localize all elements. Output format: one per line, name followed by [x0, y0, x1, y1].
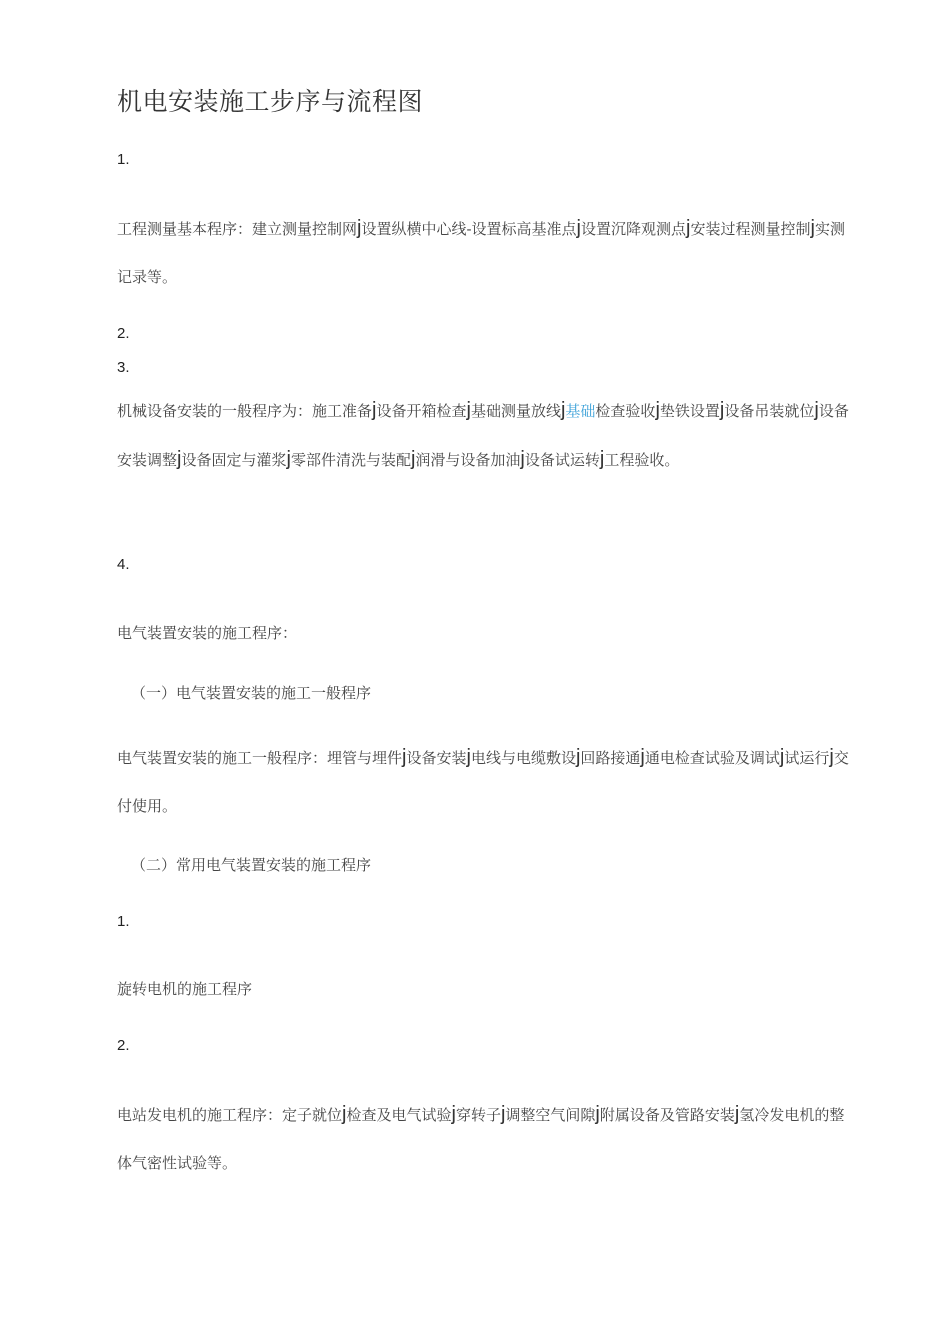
text-segment: 电站发电机的施工程序：定子就位 — [117, 1106, 343, 1124]
electrical-intro: 电气装置安装的施工程序： — [117, 624, 298, 642]
arrow-glyph: j — [814, 399, 819, 421]
subsection-number-2: 2. — [117, 1037, 130, 1054]
arrow-glyph: j — [595, 1103, 600, 1125]
arrow-glyph: j — [719, 399, 725, 421]
arrow-glyph: j — [686, 217, 691, 239]
arrow-glyph: j — [779, 746, 785, 768]
text-segment: 实测记录等。 — [117, 220, 845, 286]
text-segment: 设备开箱检查 — [376, 402, 467, 420]
arrow-glyph: j — [177, 448, 182, 470]
text-segment: 交付使用。 — [117, 749, 849, 815]
text-segment: 设备试运转 — [524, 451, 600, 469]
arrow-glyph: j — [560, 399, 566, 421]
text-segment: 检查及电气试验 — [346, 1106, 452, 1124]
arrow-glyph: j — [640, 746, 645, 768]
text-segment: 回路接通 — [580, 749, 641, 767]
text-segment: 附属设备及管路安装 — [599, 1106, 735, 1124]
section-number-4: 4. — [117, 556, 130, 573]
section-number-2: 2. — [117, 325, 130, 342]
survey-procedure-paragraph — [117, 204, 855, 301]
text-segment: 设备吊装就位 — [724, 402, 815, 420]
arrow-glyph: j — [286, 448, 291, 470]
arrow-glyph: j — [342, 1103, 347, 1125]
text-segment: 设备固定与灌浆 — [181, 451, 287, 469]
mechanical-procedure-paragraph — [117, 386, 855, 484]
section-number-1: 1. — [117, 151, 130, 168]
text-segment: 电气装置安装的施工一般程序：埋管与埋件 — [117, 749, 403, 767]
arrow-glyph: j — [810, 217, 815, 239]
arrow-glyph: j — [500, 1103, 506, 1125]
arrow-glyph: j — [451, 1103, 456, 1125]
text-segment: 氢冷发电机的整体气密性试验等。 — [117, 1106, 845, 1172]
text-segment: 工程测量基本程序：建立测量控制网 — [117, 220, 358, 238]
text-segment: 安装过程测量控制 — [690, 220, 811, 238]
text-segment: 设备安装 — [406, 749, 467, 767]
arrow-glyph: j — [520, 448, 525, 470]
subheading-general-procedure: （一）电气装置安装的施工一般程序 — [131, 684, 372, 702]
text-segment: 垫铁设置 — [659, 402, 720, 420]
text-segment: 润滑与设备加油 — [415, 451, 521, 469]
arrow-glyph: j — [655, 399, 660, 421]
text-segment: 设备安装调整 — [117, 402, 849, 469]
arrow-glyph: j — [829, 746, 834, 768]
text-segment: 检查验收 — [595, 402, 656, 420]
section-number-3: 3. — [117, 359, 130, 376]
text-segment: 设置纵横中心线-设置标高基准点 — [361, 220, 577, 238]
text-segment: 穿转子 — [455, 1106, 501, 1124]
arrow-glyph: j — [575, 746, 581, 768]
arrow-glyph: j — [466, 746, 471, 768]
rotating-motor-heading: 旋转电机的施工程序 — [117, 980, 253, 998]
arrow-glyph: j — [372, 399, 377, 421]
text-segment: 工程验收。 — [604, 451, 680, 469]
text-segment: 基础测量放线 — [470, 402, 561, 420]
subsection-number-1: 1. — [117, 913, 130, 930]
page-title: 机电安装施工步序与流程图 — [117, 87, 424, 116]
arrow-glyph: j — [576, 217, 581, 239]
text-segment: 零部件清洗与装配 — [290, 451, 411, 469]
arrow-glyph: j — [466, 399, 471, 421]
generator-procedure-paragraph — [117, 1090, 855, 1187]
arrow-glyph: j — [357, 217, 362, 239]
text-segment: 设置沉降观测点 — [581, 220, 687, 238]
text-segment: 机械设备安装的一般程序为：施工准备 — [117, 402, 373, 420]
foundation-link[interactable]: 基础 — [565, 402, 596, 420]
text-segment: 电线与电缆敷设 — [470, 749, 576, 767]
text-segment: 调整空气间隙 — [505, 1106, 596, 1124]
arrow-glyph: j — [402, 746, 407, 768]
text-segment: 试运行 — [784, 749, 830, 767]
electrical-general-paragraph — [117, 733, 855, 830]
subheading-common-procedure: （二）常用电气装置安装的施工程序 — [131, 856, 372, 874]
arrow-glyph: j — [410, 448, 416, 470]
text-segment: 通电检查试验及调试 — [644, 749, 780, 767]
arrow-glyph: j — [599, 448, 605, 470]
arrow-glyph: j — [734, 1103, 740, 1125]
